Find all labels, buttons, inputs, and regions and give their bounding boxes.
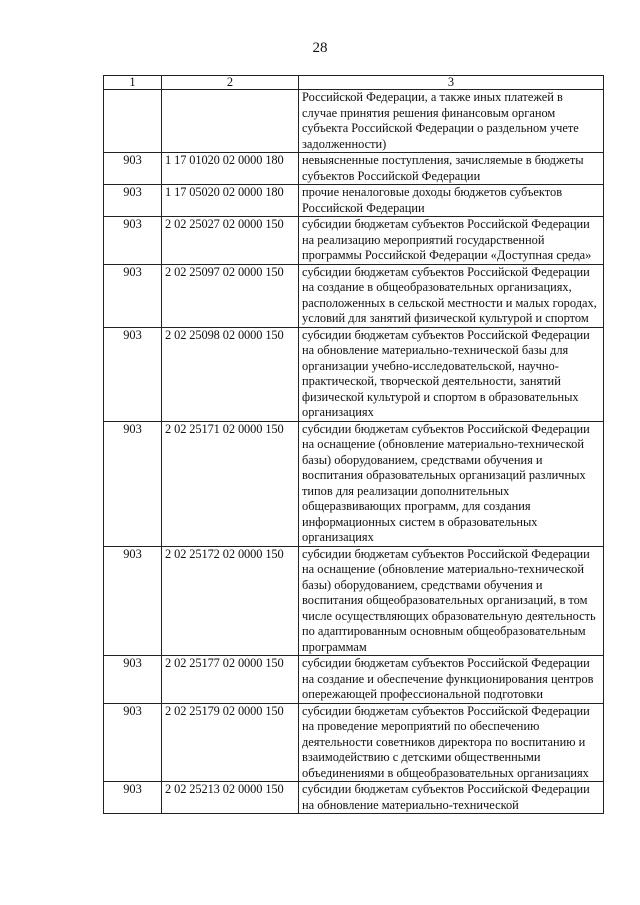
admin-code-cell: 903 bbox=[104, 656, 162, 704]
budget-code-cell: 1 17 01020 02 0000 180 bbox=[162, 153, 299, 185]
table-row bbox=[104, 327, 604, 421]
table-row bbox=[104, 782, 604, 814]
income-name-cell: Российской Федерации, а также иных платежей в случае принятия решения финансовым органом субъекта Российской Федерации о раздельном учете задолженности) bbox=[299, 90, 604, 153]
column-header-2: 2 bbox=[162, 76, 299, 90]
admin-code-cell: 903 bbox=[104, 782, 162, 814]
column-header-3: 3 bbox=[299, 76, 604, 90]
admin-code-cell: 903 bbox=[104, 264, 162, 327]
income-name-cell: невыясненные поступления, зачисляемые в бюджеты субъектов Российской Федерации bbox=[299, 153, 604, 185]
budget-code-cell: 2 02 25027 02 0000 150 bbox=[162, 217, 299, 265]
table-row bbox=[104, 656, 604, 704]
budget-code-cell: 2 02 25213 02 0000 150 bbox=[162, 782, 299, 814]
table-row bbox=[104, 546, 604, 656]
income-name-cell: субсидии бюджетам субъектов Российской Федерации на обновление материально-технической bbox=[299, 782, 604, 814]
income-name-cell: субсидии бюджетам субъектов Российской Федерации на создание в общеобразовательных организациях, расположенных в сельской местности и малых городах, условий для занятий физической культурой и спортом bbox=[299, 264, 604, 327]
income-name-cell: субсидии бюджетам субъектов Российской Федерации на обновление материально-технической базы для организации учебно-исследовательской, научно-практической, творческой деятельности, занятий физической культурой и спортом в образовательных организациях bbox=[299, 327, 604, 421]
admin-code-cell: 903 bbox=[104, 421, 162, 546]
admin-code-cell: 903 bbox=[104, 546, 162, 656]
budget-code-cell: 1 17 05020 02 0000 180 bbox=[162, 185, 299, 217]
budget-codes-table bbox=[103, 75, 604, 814]
budget-code-cell: 2 02 25179 02 0000 150 bbox=[162, 703, 299, 782]
column-header-1: 1 bbox=[104, 76, 162, 90]
table-row bbox=[104, 217, 604, 265]
budget-code-cell: 2 02 25098 02 0000 150 bbox=[162, 327, 299, 421]
income-name-cell: субсидии бюджетам субъектов Российской Федерации на оснащение (обновление материально-технической базы) оборудованием, средствами обучения и воспитания образовательных организаций различных типов для реализации дополнительных общеразвивающих программ, для создания информационных систем в образовательных организациях bbox=[299, 421, 604, 546]
admin-code-cell: 903 bbox=[104, 185, 162, 217]
income-name-cell: прочие неналоговые доходы бюджетов субъектов Российской Федерации bbox=[299, 185, 604, 217]
budget-code-cell: 2 02 25172 02 0000 150 bbox=[162, 546, 299, 656]
page-number: 28 bbox=[312, 40, 328, 56]
table-row bbox=[104, 90, 604, 153]
admin-code-cell: 903 bbox=[104, 217, 162, 265]
table-header-row bbox=[104, 76, 604, 90]
budget-code-cell: 2 02 25097 02 0000 150 bbox=[162, 264, 299, 327]
table-row bbox=[104, 153, 604, 185]
admin-code-cell: 903 bbox=[104, 327, 162, 421]
table-row bbox=[104, 264, 604, 327]
table-row bbox=[104, 421, 604, 546]
admin-code-cell: 903 bbox=[104, 703, 162, 782]
budget-code-cell: 2 02 25171 02 0000 150 bbox=[162, 421, 299, 546]
income-name-cell: субсидии бюджетам субъектов Российской Федерации на оснащение (обновление материально-технической базы) оборудованием, средствами обучения и воспитания общеобразовательных организаций, в том числе осуществляющих образовательную деятельность по адаптированным основным общеобразовательным программам bbox=[299, 546, 604, 656]
income-name-cell: субсидии бюджетам субъектов Российской Федерации на реализацию мероприятий государственной программы Российской Федерации «Доступная среда» bbox=[299, 217, 604, 265]
admin-code-cell: 903 bbox=[104, 153, 162, 185]
income-name-cell: субсидии бюджетам субъектов Российской Федерации на проведение мероприятий по обеспечению деятельности советников директора по воспитанию и взаимодействию с детскими общественными объединениями в общеобразовательных организациях bbox=[299, 703, 604, 782]
table-row bbox=[104, 185, 604, 217]
income-name-cell: субсидии бюджетам субъектов Российской Федерации на создание и обеспечение функционирования центров опережающей профессиональной подготовки bbox=[299, 656, 604, 704]
budget-code-cell bbox=[162, 90, 299, 153]
admin-code-cell bbox=[104, 90, 162, 153]
table-row bbox=[104, 703, 604, 782]
budget-code-cell: 2 02 25177 02 0000 150 bbox=[162, 656, 299, 704]
